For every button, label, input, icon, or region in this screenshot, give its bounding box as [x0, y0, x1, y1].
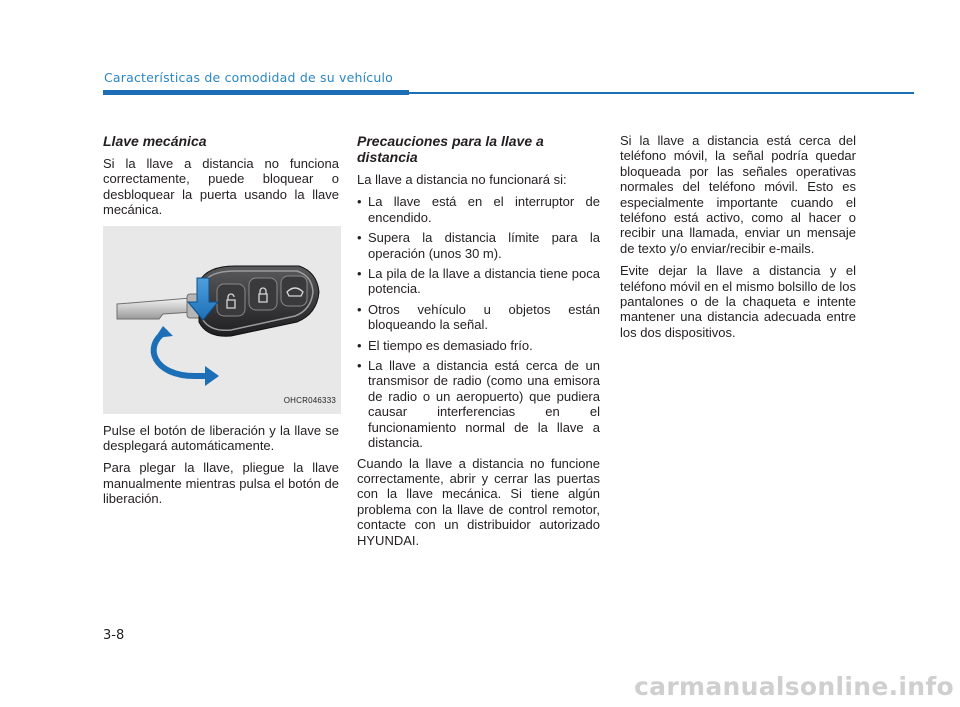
- paragraph-fold-key: Para plegar la llave, pliegue la llave manualmente mientras pulsa el botón de liberación.: [103, 460, 339, 507]
- column-middle: [357, 133, 600, 555]
- section-title: Características de comodidad de su vehículo: [104, 70, 394, 85]
- list-item: • La llave está en el interruptor de encendido.: [357, 194, 600, 225]
- heading-remote-key-precautions: Precauciones para la llave a distancia: [357, 133, 544, 165]
- paragraph-release-button: Pulse el botón de liberación y la llave se desplegará automáticamente.: [103, 422, 339, 454]
- trunk-button: [281, 276, 307, 306]
- figure-code: OHCR046333: [283, 396, 336, 406]
- key-figure: [103, 226, 341, 414]
- paragraph-keep-distance: Evite dejar la llave a distancia y el teléfono móvil en el mismo bolsillo de los pantalones o de la chaqueta e intente mantener una distancia adecuada entre los dos dispositivos.: [620, 263, 856, 340]
- list-item: • Supera la distancia límite para la operación (unos 30 m).: [357, 230, 600, 261]
- heading-mechanical-key: Llave mecánica: [103, 133, 207, 149]
- column-left: [103, 133, 339, 514]
- paragraph-mechanical-key-intro: Si la llave a distancia no funciona correctamente, puede bloquear o desbloquear la puerta usando la llave mecánica.: [103, 156, 339, 218]
- paragraph-malfunction-advice: Cuando la llave a distancia no funcione correctamente, abrir y cerrar las puertas con la llave mecánica. Si tiene algún problema con la llave de control remotor, contacte con un distribuidor autorizado HYUNDAI.: [357, 455, 600, 548]
- fold-arrow: [154, 332, 207, 376]
- watermark: carmanualsonline.info: [634, 672, 954, 701]
- header-rule-thin: [409, 92, 914, 94]
- key-blade: [117, 298, 193, 319]
- page-number: 3-8: [103, 628, 125, 643]
- list-item: • La pila de la llave a distancia tiene poca potencia.: [357, 266, 600, 297]
- paragraph-mobile-phone-interference: Si la llave a distancia está cerca del teléfono móvil, la señal podría quedar bloqueada por las señales operativas normales del teléfono móvil. Esto es especialmente importante cuando el teléfono está activo, como al hacer o recibir una llamada, enviar un mensaje de texto y/o enviar/recibir e-mails.: [620, 133, 856, 256]
- folding-key-illustration: [103, 226, 341, 414]
- header-rule-thick: [103, 90, 409, 95]
- list-item: • Otros vehículo u objetos están bloqueando la señal.: [357, 302, 600, 333]
- list-item: • El tiempo es demasiado frío.: [357, 338, 600, 353]
- paragraph-precautions-intro: La llave a distancia no funcionará si:: [357, 172, 567, 187]
- precautions-list: [357, 194, 600, 450]
- list-item: • La llave a distancia está cerca de un transmisor de radio (como una emisora de radio o un aeropuerto) que pudiera causar interferencias en el funcionamiento normal de la llave a distancia.: [357, 358, 600, 450]
- column-right: [620, 133, 856, 347]
